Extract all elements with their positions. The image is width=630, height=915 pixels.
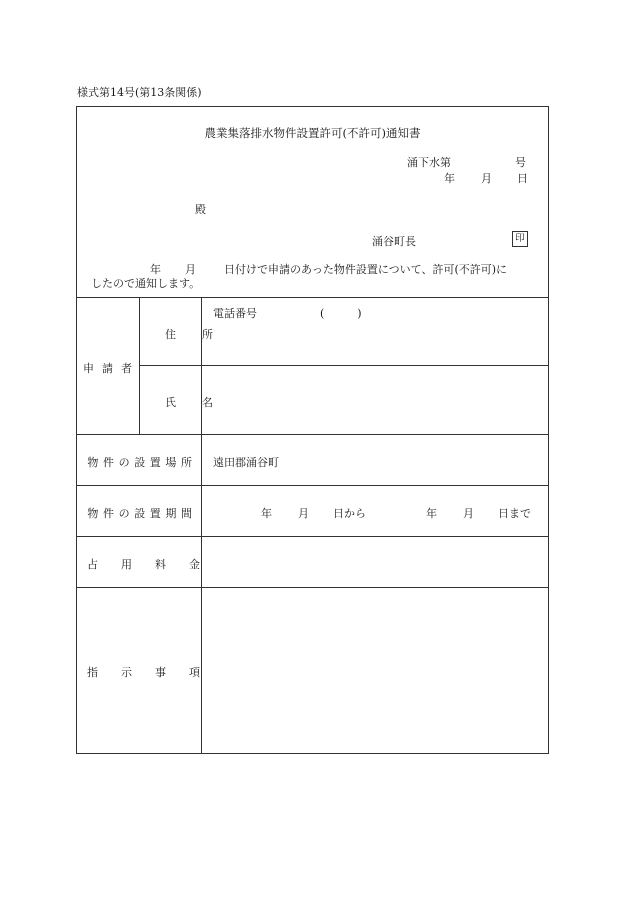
body-year: 年	[150, 263, 161, 276]
reference-number	[407, 154, 526, 170]
period-to	[426, 505, 531, 521]
name-value-area	[202, 366, 547, 432]
fee-value-area	[202, 537, 547, 585]
location-label: 物件の設置場所	[87, 456, 197, 469]
location-value: 遠田郡涌谷町	[213, 456, 279, 469]
name-label-text: 氏名	[165, 396, 239, 409]
period-from-year: 年	[261, 507, 272, 520]
period-to-month: 月	[463, 507, 474, 520]
seal-stamp-box: 印	[512, 231, 528, 247]
form-number: 様式第14号(第13条関係)	[77, 86, 202, 99]
address-value-area	[202, 322, 547, 362]
period-from-month: 月	[298, 507, 309, 520]
instructions-label: 指示事項	[87, 666, 223, 679]
period-from-day: 日から	[333, 507, 366, 520]
instructions-value-area	[202, 588, 547, 752]
notice-form	[76, 106, 549, 754]
form-title: 農業集落排水物件設置許可(不許可)通知書	[204, 126, 421, 140]
reference-prefix: 涌下水第	[407, 156, 451, 169]
period-to-day: 日まで	[498, 507, 531, 520]
addressee: 殿	[195, 203, 206, 216]
notice-date	[444, 170, 528, 186]
applicant-label: 申請者	[83, 362, 140, 375]
address-label-text: 住所	[165, 328, 239, 341]
notice-date-year: 年	[444, 172, 455, 185]
period-to-year: 年	[426, 507, 437, 520]
issuer-name: 涌谷町長	[372, 235, 416, 248]
divider	[77, 297, 548, 298]
period-label: 物件の設置期間	[87, 507, 197, 520]
address-label	[139, 326, 239, 342]
body-line1-rest: 日付けで申請のあった物件設置について、許可(不許可)に	[224, 263, 508, 276]
divider	[77, 434, 548, 435]
notice-body-line2: したので通知します。	[91, 277, 201, 290]
divider	[77, 485, 548, 486]
body-month: 月	[185, 263, 196, 276]
notice-date-day: 日	[517, 172, 528, 185]
period-from	[261, 505, 366, 521]
notice-body-line1	[91, 263, 541, 277]
notice-body	[91, 263, 541, 291]
phone-parentheses: ( )	[320, 307, 362, 320]
name-label	[139, 394, 239, 410]
notice-date-month: 月	[481, 172, 492, 185]
phone-label: 電話番号	[213, 307, 257, 320]
reference-suffix: 号	[515, 156, 526, 169]
fee-label: 占用料金	[87, 558, 223, 571]
